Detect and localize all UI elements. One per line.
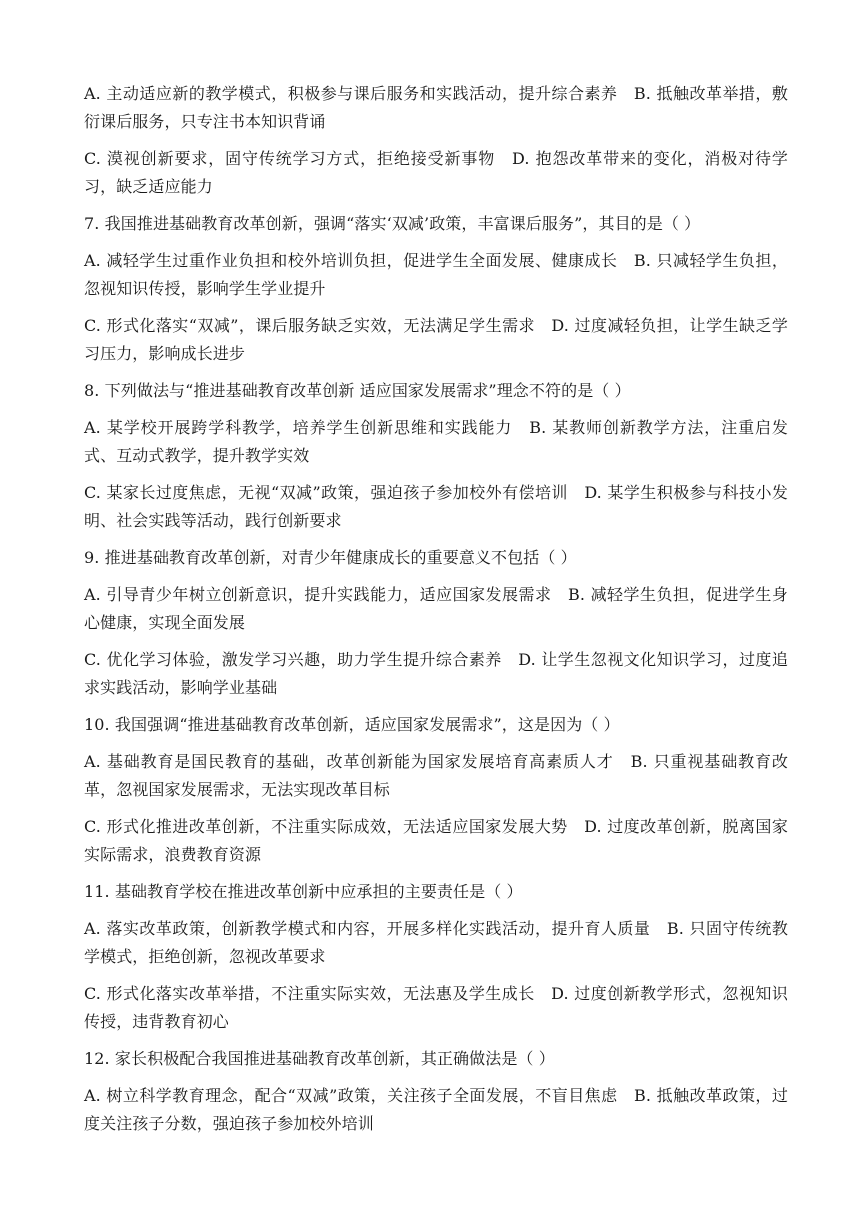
question-text: 10. 我国强调“推进基础教育改革创新，适应国家发展需求”，这是因为（ ）	[84, 715, 620, 734]
question-text: 11. 基础教育学校在推进改革创新中应承担的主要责任是（ ）	[84, 882, 523, 901]
option-text: A. 落实改革政策，创新教学模式和内容，开展多样化实践活动，提升育人质量 B. 只固守传统教学模式，拒绝创新，忽视改革要求	[84, 919, 788, 966]
document-page	[84, 80, 788, 1147]
option-text: A. 主动适应新的教学模式，积极参与课后服务和实践活动，提升综合素养 B. 抵触改革举措，敷衍课后服务，只专注书本知识背诵	[84, 84, 788, 131]
option-text: A. 树立科学教育理念，配合“双减”政策，关注孩子全面发展，不盲目焦虑 B. 抵触改革政策，过度关注孩子分数，强迫孩子参加校外培训	[84, 1086, 788, 1133]
option-text: A. 引导青少年树立创新意识，提升实践能力，适应国家发展需求 B. 减轻学生负担，促进学生身心健康，实现全面发展	[84, 585, 788, 632]
question-text: 8. 下列做法与“推进基础教育改革创新 适应国家发展需求”理念不符的是（ ）	[84, 381, 631, 400]
option-text: C. 优化学习体验，激发学习兴趣，助力学生提升综合素养 D. 让学生忽视文化知识学习，过度追求实践活动，影响学业基础	[84, 650, 788, 697]
option-text: C. 某家长过度焦虑，无视“双减”政策，强迫孩子参加校外有偿培训 D. 某学生积极参与科技小发明、社会实践等活动，践行创新要求	[84, 483, 788, 530]
option-text: C. 形式化推进改革创新，不注重实际成效，无法适应国家发展大势 D. 过度改革创新，脱离国家实际需求，浪费教育资源	[84, 817, 788, 864]
option-text: A. 减轻学生过重作业负担和校外培训负担，促进学生全面发展、健康成长 B. 只减轻学生负担，忽视知识传授，影响学生学业提升	[84, 251, 788, 298]
question-text: 7. 我国推进基础教育改革创新，强调“落实‘双减’政策，丰富课后服务”，其目的是（ ）	[84, 214, 701, 233]
question-text: 12. 家长积极配合我国推进基础教育改革创新，其正确做法是（ ）	[84, 1049, 555, 1068]
option-text: A. 某学校开展跨学科教学，培养学生创新思维和实践能力 B. 某教师创新教学方法，注重启发式、互动式教学，提升教学实效	[84, 418, 788, 465]
option-text: C. 形式化落实改革举措，不注重实际实效，无法惠及学生成长 D. 过度创新教学形式，忽视知识传授，违背教育初心	[84, 984, 788, 1031]
question-text: 9. 推进基础教育改革创新，对青少年健康成长的重要意义不包括（ ）	[84, 548, 577, 567]
option-text: C. 形式化落实“双减”，课后服务缺乏实效，无法满足学生需求 D. 过度减轻负担，让学生缺乏学习压力，影响成长进步	[84, 316, 788, 363]
option-text: A. 基础教育是国民教育的基础，改革创新能为国家发展培育高素质人才 B. 只重视基础教育改革，忽视国家发展需求，无法实现改革目标	[84, 752, 788, 799]
option-text: C. 漠视创新要求，固守传统学习方式，拒绝接受新事物 D. 抱怨改革带来的变化，消极对待学习，缺乏适应能力	[84, 149, 788, 196]
